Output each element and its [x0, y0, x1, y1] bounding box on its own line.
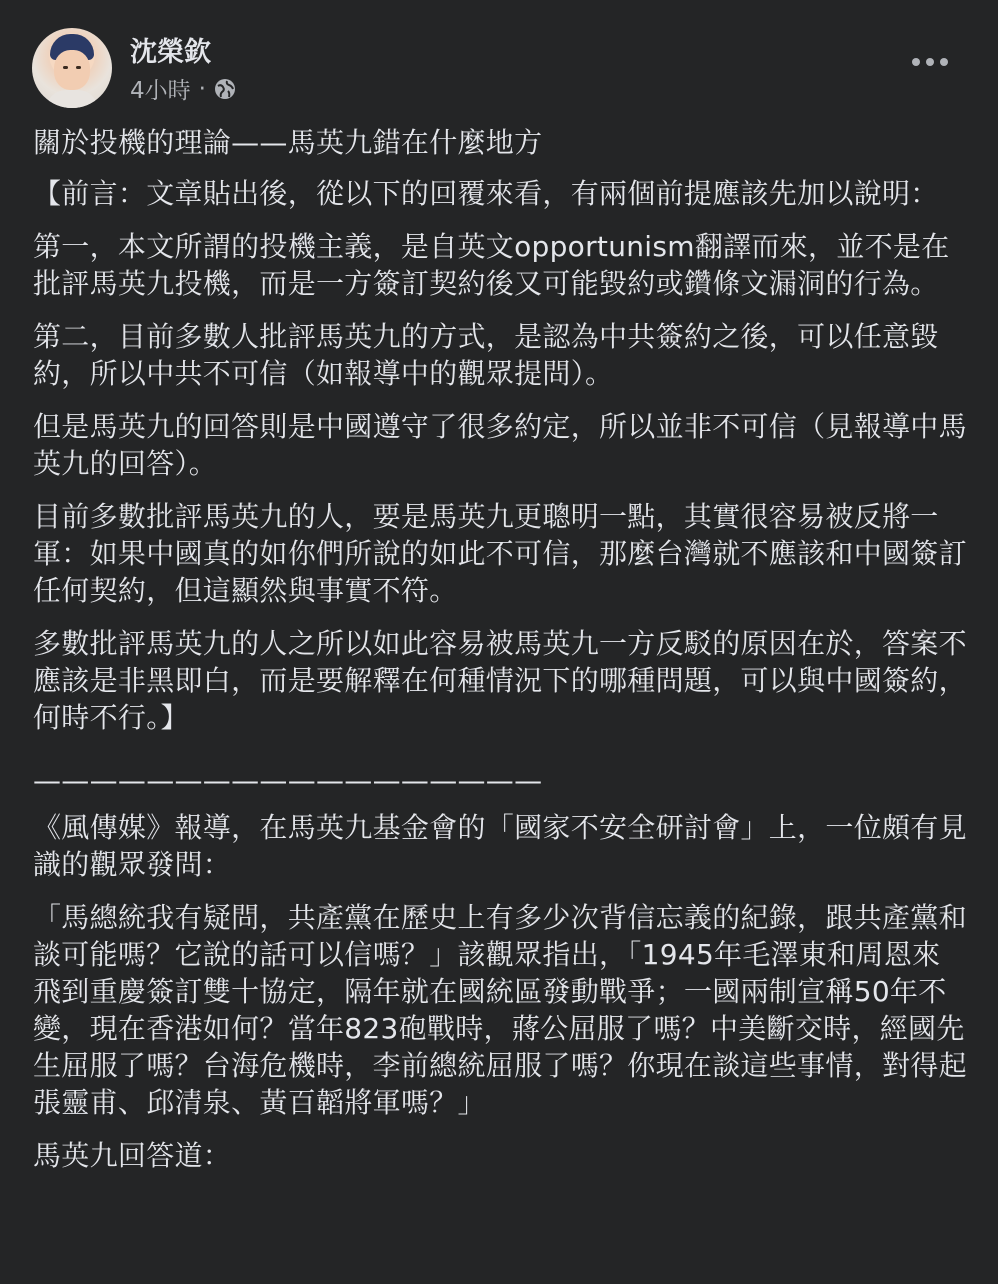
post-paragraph: 目前多數批評馬英九的人，要是馬英九更聰明一點，其實很容易被反將一軍：如果中國真的如你們所說的如此不可信，那麼台灣就不應該和中國簽訂任何契約，但這顯然與事實不符。	[33, 500, 967, 607]
post-header	[32, 28, 966, 108]
post-paragraph: 【前言：文章貼出後，從以下的回覆來看，有兩個前提應該先加以說明：	[33, 177, 939, 210]
post-meta	[130, 72, 236, 105]
post-paragraph: 但是馬英九的回答則是中國遵守了很多約定，所以並非不可信（見報導中馬英九的回答）。	[33, 410, 967, 480]
globe-icon	[214, 78, 236, 100]
post-paragraph: 《風傳媒》報導，在馬英九基金會的「國家不安全研討會」上，一位頗有見識的觀眾發問：	[33, 811, 967, 881]
post-paragraph: 第二，目前多數人批評馬英九的方式，是認為中共簽約之後，可以任意毀約，所以中共不可信（如報導中的觀眾提問）。	[33, 320, 939, 390]
avatar[interactable]	[32, 28, 112, 108]
post-title: 關於投機的理論——馬英九錯在什麼地方	[33, 126, 543, 159]
more-options-icon[interactable]	[912, 54, 948, 70]
post-paragraph: 「馬總統我有疑問，共產黨在歷史上有多少次背信忘義的紀錄，跟共產黨和談可能嗎？它說的話可以信嗎？」該觀眾指出，「1945年毛澤東和周恩來飛到重慶簽訂雙十協定，隔年就在國統區發動戰爭；一國兩制宣稱50年不變，現在香港如何？當年823砲戰時，蔣公屈服了嗎？中美斷交時，經國先生屈服了嗎？台海危機時，李前總統屈服了嗎？你現在談這些事情，對得起張靈甫、邱清泉、黃百韜將軍嗎？」	[33, 901, 967, 1119]
author-name[interactable]: 沈榮欽	[130, 37, 211, 68]
post-paragraph: 多數批評馬英九的人之所以如此容易被馬英九一方反駁的原因在於，答案不應該是非黑即白，而是要解釋在何種情況下的哪種問題，可以與中國簽約，何時不行。】	[33, 627, 967, 734]
post-content	[33, 124, 968, 1190]
post-timestamp[interactable]: 4小時	[130, 78, 191, 104]
post-paragraph: 馬英九回答道：	[33, 1139, 232, 1172]
post-paragraph: 第一，本文所謂的投機主義，是自英文opportunism翻譯而來，並不是在批評馬英九投機，而是一方簽訂契約後又可能毀約或鑽條文漏洞的行為。	[33, 230, 950, 300]
divider-line: ——————————————————	[33, 764, 543, 797]
meta-separator: ·	[198, 75, 206, 102]
